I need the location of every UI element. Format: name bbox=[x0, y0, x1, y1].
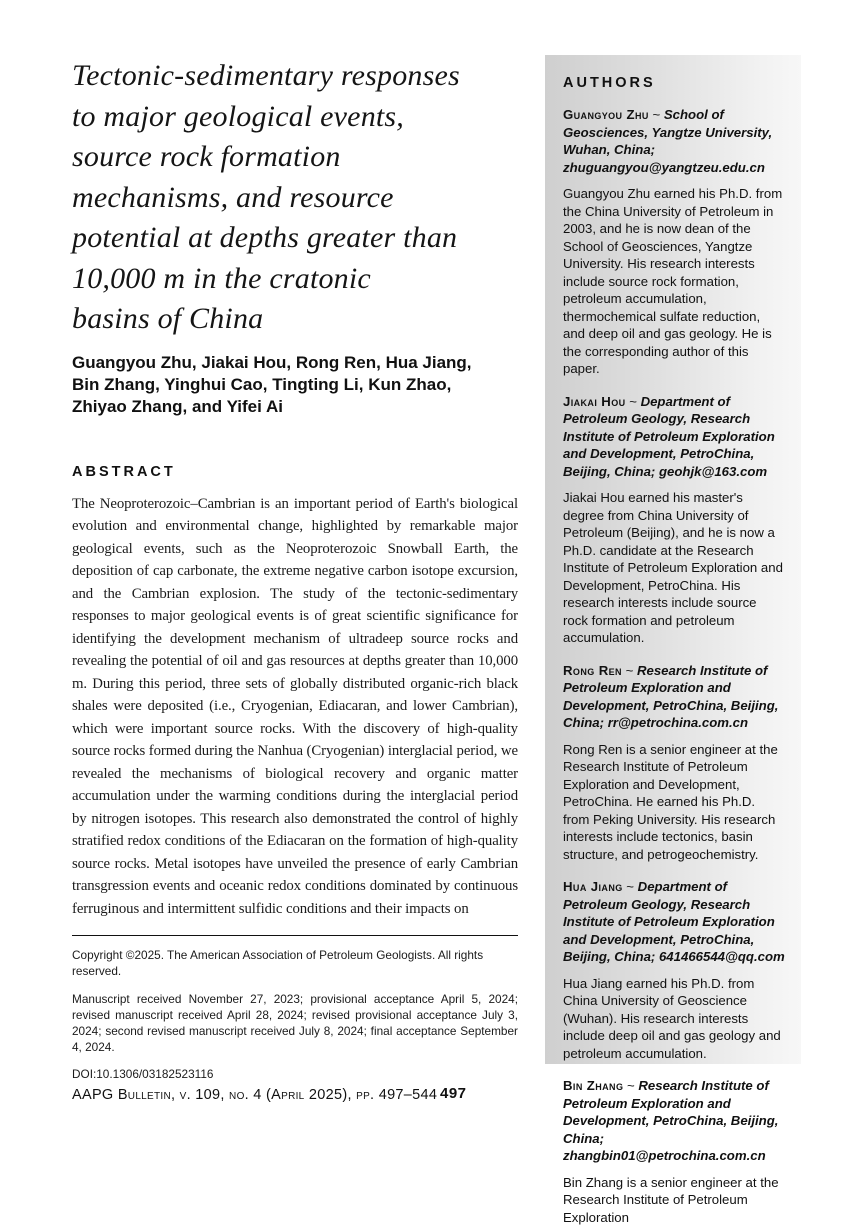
author-entry-head bbox=[563, 662, 785, 732]
footnote-divider bbox=[72, 935, 518, 936]
author-bio: Bin Zhang is a senior engineer at the Research Institute of Petroleum Exploration bbox=[563, 1174, 785, 1226]
author-entry-head bbox=[563, 106, 785, 176]
manuscript-history: Manuscript received November 27, 2023; provisional acceptance April 5, 2024; revised manuscript received April 28, 2024; revised provisional acceptance July 3, 2024; second revised manuscript received July 8, 2024; final acceptance September 4, 2024. bbox=[72, 991, 518, 1055]
author-entry bbox=[563, 662, 785, 864]
byline-line: Bin Zhang, Yinghui Cao, Tingting Li, Kun Zhao, bbox=[72, 374, 518, 396]
author-byline bbox=[72, 352, 518, 418]
abstract-heading: ABSTRACT bbox=[72, 464, 518, 480]
tilde-separator: ~ bbox=[652, 107, 660, 122]
tilde-separator: ~ bbox=[626, 879, 634, 894]
abstract-text: The Neoproterozoic–Cambrian is an important period of Earth's biological evolution and environmental change, highlighted by remarkable major geological events, such as the Neoproterozoic Snowball Earth, the deposition of cap carbonate, the extreme negative carbon isotope excursion, and the Cambrian explosion. The study of the tectonic-sedimentary responses to major geological events is of great scientific significance for identifying the development mechanism of ultradeep source rocks and revealing the potential of oil and gas resources at depths greater than 10,000 m. During this period, three sets of globally distributed organic-rich black shales were deposited (i.e., Cryogenian, Ediacaran, and lower Cambrian), which were important source rocks. With the discovery of high-quality source rocks formed during the Nanhua (Cryogenian) interglacial period, we revealed the mechanisms of biological recovery and organic matter accumulation under the warming conditions during the interglacial period by nitrogen isotopes. This research also demonstrated the control of highly stratified redox conditions of the Ediacaran on the formation of high-quality source rocks. Metal isotopes have unveiled the presence of early Cambrian transgression events and oceanic redox conditions dominated by continuous ferruginous and intermittent sulfidic conditions and their impacts on bbox=[72, 493, 518, 921]
author-entry bbox=[563, 878, 785, 1062]
title-line: potential at depths greater than bbox=[72, 218, 518, 259]
title-line: 10,000 m in the cratonic bbox=[72, 259, 518, 300]
author-entry bbox=[563, 106, 785, 378]
author-affiliation: Department of Petroleum Geology, Research Institute of Petroleum Exploration and Development, PetroChina, Beijing, China; geohjk@163.com bbox=[563, 394, 775, 479]
byline-line: Guangyou Zhu, Jiakai Hou, Rong Ren, Hua Jiang, bbox=[72, 352, 518, 374]
author-bio: Hua Jiang earned his Ph.D. from China University of Geoscience (Wuhan). His research interests include deep oil and gas geology and petroleum accumulation. bbox=[563, 975, 785, 1063]
page-number: 497 bbox=[440, 1085, 467, 1102]
footnote-block bbox=[72, 947, 518, 1083]
author-entry-head bbox=[563, 1077, 785, 1165]
author-affiliation: Research Institute of Petroleum Exploration and Development, PetroChina, Beijing, China; zhangbin01@petrochina.com.cn bbox=[563, 1078, 778, 1163]
title-line: basins of China bbox=[72, 299, 518, 340]
title-line: Tectonic-sedimentary responses bbox=[72, 56, 518, 97]
author-entry bbox=[563, 393, 785, 647]
byline-line: Zhiyao Zhang, and Yifei Ai bbox=[72, 396, 518, 418]
tilde-separator: ~ bbox=[627, 1078, 635, 1093]
author-entry bbox=[563, 1077, 785, 1226]
author-affiliation: Department of Petroleum Geology, Research Institute of Petroleum Exploration and Development, PetroChina, Beijing, China; 641466544@qq.com bbox=[563, 879, 785, 964]
author-name: Hua Jiang bbox=[563, 879, 623, 894]
sidebar-heading: AUTHORS bbox=[563, 75, 785, 91]
author-name: Bin Zhang bbox=[563, 1078, 623, 1093]
author-entry-head bbox=[563, 393, 785, 481]
title-line: source rock formation bbox=[72, 137, 518, 178]
tilde-separator: ~ bbox=[629, 394, 637, 409]
author-bio: Guangyou Zhu earned his Ph.D. from the China University of Petroleum in 2003, and he is now dean of the School of Geosciences, Yangtze University. His research interests include source rock formation, petroleum accumulation, thermochemical sulfate reduction, and deep oil and gas geology. He is the corresponding author of this paper. bbox=[563, 185, 785, 378]
doi-text: DOI:10.1306/03182523116 bbox=[72, 1066, 518, 1082]
author-name: Rong Ren bbox=[563, 663, 622, 678]
tilde-separator: ~ bbox=[626, 663, 634, 678]
author-affiliation: Research Institute of Petroleum Exploration and Development, PetroChina, Beijing, China; rr@petrochina.com.cn bbox=[563, 663, 778, 731]
copyright-notice: Copyright ©2025. The American Association of Petroleum Geologists. All rights reserved. bbox=[72, 947, 518, 979]
title-line: to major geological events, bbox=[72, 97, 518, 138]
author-name: Guangyou Zhu bbox=[563, 107, 649, 122]
author-entry-head bbox=[563, 878, 785, 966]
journal-citation: AAPG Bulletin, v. 109, no. 4 (April 2025), pp. 497–544 bbox=[72, 1087, 437, 1103]
author-bio: Rong Ren is a senior engineer at the Research Institute of Petroleum Exploration and Development, PetroChina. He earned his Ph.D. from Peking University. His research interests include tectonics, basin structure, and petrogeochemistry. bbox=[563, 741, 785, 864]
author-name: Jiakai Hou bbox=[563, 394, 626, 409]
title-line: mechanisms, and resource bbox=[72, 178, 518, 219]
author-affiliation: School of Geosciences, Yangtze University, Wuhan, China; zhuguangyou@yangtzeu.edu.cn bbox=[563, 107, 772, 175]
author-bio: Jiakai Hou earned his master's degree from China University of Petroleum (Beijing), and he is now a Ph.D. candidate at the Research Institute of Petroleum Exploration and Development, PetroChina. His research interests include source rock formation and petroleum accumulation. bbox=[563, 489, 785, 647]
page-title bbox=[72, 56, 518, 340]
main-column bbox=[72, 56, 518, 1094]
authors-sidebar bbox=[545, 55, 801, 1064]
